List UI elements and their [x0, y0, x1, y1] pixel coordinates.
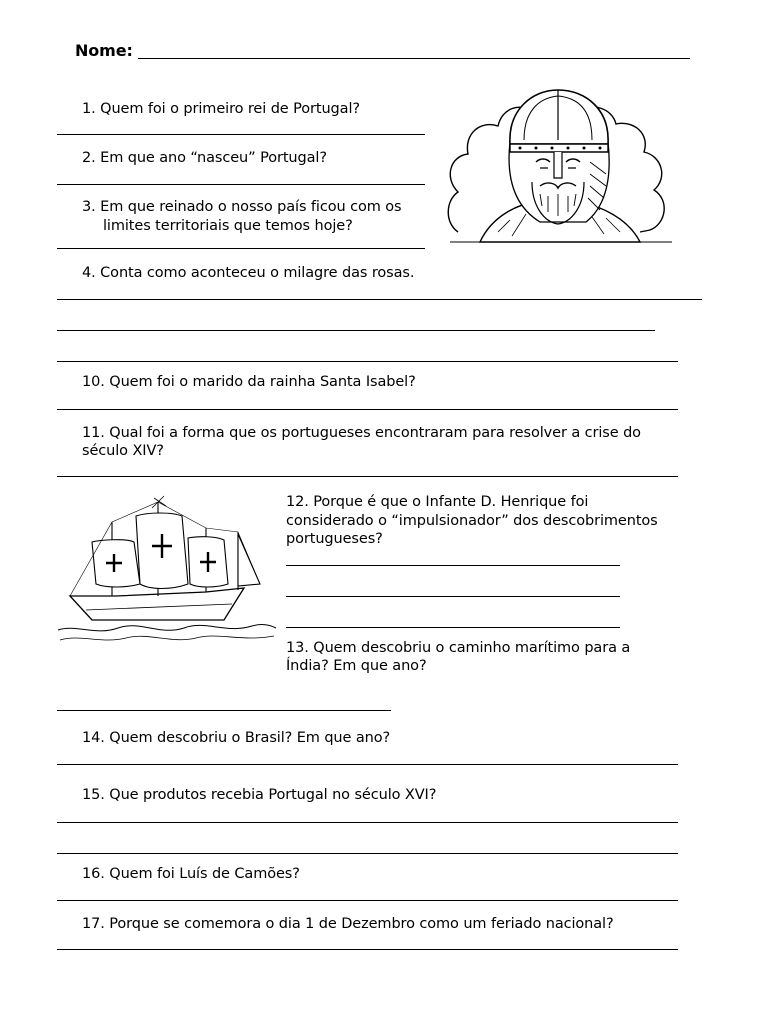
question-10: 10. Quem foi o marido da rainha Santa Isabel? — [82, 374, 416, 390]
question-12-line-1: 12. Porque é que o Infante D. Henrique foi — [286, 494, 589, 510]
question-12-line-2: considerado o “impulsionador” dos descobrimentos — [286, 513, 658, 529]
question-11-line-2: século XIV? — [82, 443, 164, 459]
answer-line-15b[interactable] — [57, 853, 678, 854]
question-3-line-2: limites territoriais que temos hoje? — [103, 218, 353, 234]
question-15: 15. Que produtos recebia Portugal no século XVI? — [82, 787, 437, 803]
question-13-line-1: 13. Quem descobriu o caminho marítimo para a — [286, 640, 631, 656]
answer-line-15a[interactable] — [57, 822, 678, 823]
answer-line-13[interactable] — [57, 710, 391, 711]
question-1: 1. Quem foi o primeiro rei de Portugal? — [82, 101, 360, 117]
question-17: 17. Porque se comemora o dia 1 de Dezembro como um feriado nacional? — [82, 916, 614, 932]
question-13-line-2: Índia? Em que ano? — [286, 658, 427, 674]
answer-line-17[interactable] — [57, 949, 678, 950]
answer-line-16[interactable] — [57, 900, 678, 901]
answer-line-10[interactable] — [57, 409, 678, 410]
name-answer-line[interactable] — [138, 58, 690, 59]
question-2: 2. Em que ano “nasceu” Portugal? — [82, 150, 327, 166]
answer-line-12b[interactable] — [286, 596, 620, 597]
answer-line-1[interactable] — [57, 134, 425, 135]
question-3-line-1: 3. Em que reinado o nosso país ficou com os — [82, 199, 402, 215]
knight-illustration — [440, 82, 680, 252]
answer-line-4c[interactable] — [57, 361, 678, 362]
name-label: Nome: — [75, 41, 133, 60]
question-16: 16. Quem foi Luís de Camões? — [82, 866, 300, 882]
answer-line-2[interactable] — [57, 184, 425, 185]
question-11-line-1: 11. Qual foi a forma que os portugueses encontraram para resolver a crise do — [82, 425, 641, 441]
answer-line-4b[interactable] — [57, 330, 655, 331]
answer-line-12a[interactable] — [286, 565, 620, 566]
question-4: 4. Conta como aconteceu o milagre das rosas. — [82, 265, 415, 281]
answer-line-3[interactable] — [57, 248, 425, 249]
question-12-line-3: portugueses? — [286, 531, 383, 547]
question-14: 14. Quem descobriu o Brasil? Em que ano? — [82, 730, 391, 746]
answer-line-14[interactable] — [57, 764, 678, 765]
answer-line-4a[interactable] — [57, 299, 702, 300]
answer-line-11[interactable] — [57, 476, 678, 477]
ship-illustration — [56, 492, 278, 652]
answer-line-12c[interactable] — [286, 627, 620, 628]
